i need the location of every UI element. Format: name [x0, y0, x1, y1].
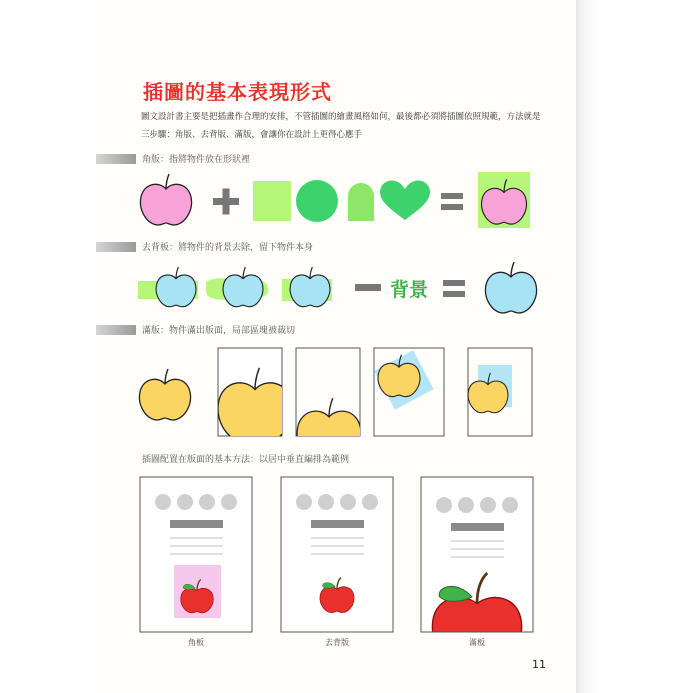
square-shape	[253, 181, 291, 221]
page-title: 插圖的基本表現形式	[143, 80, 332, 104]
page-number: 11	[532, 658, 546, 671]
intro-paragraph: 圖文設計書主要是把插畫作合理的安排，不管插圖的繪畫風格如何，最後都必須將插圖依照規範，方法就是三步驟：角版、去背版、滿版，會讓你在設計上更得心應手	[141, 112, 541, 140]
caption-panel-3: 滿板	[469, 638, 485, 647]
row2-result-apple	[485, 262, 536, 313]
row3-apple-cropped-2	[297, 398, 361, 462]
section-label-2: 去背板：將物件的背景去除，留下物件本身	[142, 243, 314, 253]
row3-apple-free	[139, 369, 190, 420]
row2-background-word: 背景	[390, 279, 429, 301]
heart-shape-icon	[380, 181, 430, 220]
arch-shape	[348, 183, 374, 221]
section-label-4: 插圖配置在版面的基本方法：以居中垂直編排為範例	[142, 455, 350, 465]
layout-panel-2	[281, 477, 393, 632]
caption-panel-1: 角板	[188, 638, 204, 647]
equals-icon-2	[443, 280, 465, 297]
row2-apple-3	[290, 267, 330, 307]
row2-apple-2	[223, 267, 263, 307]
layout-panel-1	[140, 477, 252, 632]
row2-apple-1	[156, 267, 196, 307]
section-label-1: 角版：指將物件放在形狀裡	[142, 155, 251, 165]
caption-panel-2: 去背版	[325, 638, 349, 647]
equals-icon	[441, 193, 463, 210]
plus-icon	[213, 189, 239, 215]
minus-icon	[355, 284, 381, 291]
circle-shape	[296, 180, 338, 222]
section-label-3: 滿版：物件滿出版面，局部區塊被裁切	[142, 326, 296, 336]
row1-pink-apple	[140, 174, 191, 225]
